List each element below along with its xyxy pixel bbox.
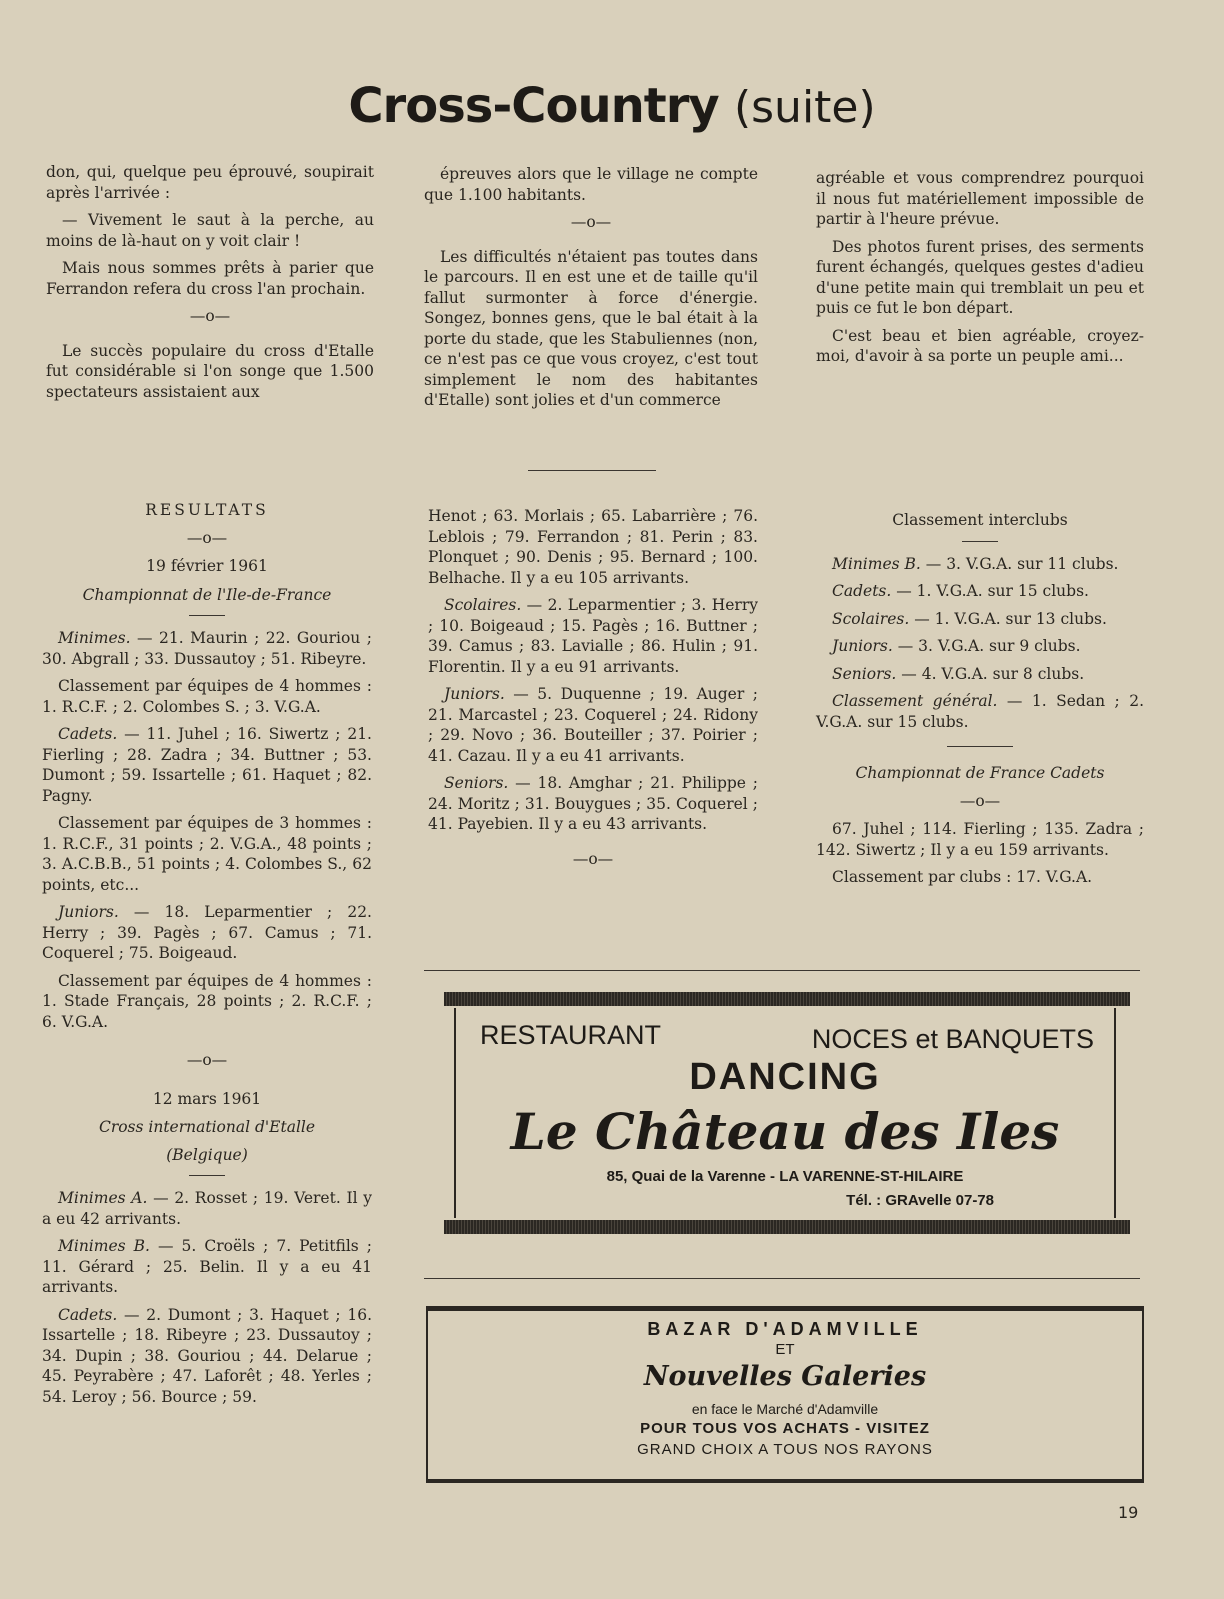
paragraph: Le succès populaire du cross d'Etalle fut considérable si l'on songe que 1.500 spectateurs assistaient aux xyxy=(46,341,374,401)
separator: —o— xyxy=(189,307,231,325)
ad-border-bottom xyxy=(444,1220,1130,1234)
ad-location: en face le Marché d'Adamville xyxy=(691,1401,879,1417)
separator: —o— xyxy=(572,849,614,868)
separator: —o— xyxy=(959,791,1001,810)
top-column-1 xyxy=(46,162,374,409)
result-entry: Juniors. — 18. Leparmentier ; 22. Herry ; 39. Pagès ; 67. Camus ; 71. Coquerel ; 75. Boigeaud. xyxy=(42,903,372,962)
ad-frame xyxy=(454,1008,1116,1218)
club-ranking: Classement général. — 1. Sedan ; 2. V.G.A. sur 15 clubs. xyxy=(816,692,1144,731)
short-rule xyxy=(962,541,998,542)
championship-title: Cross international d'Etalle xyxy=(98,1118,316,1136)
short-rule xyxy=(947,746,1013,747)
top-column-3 xyxy=(816,168,1144,374)
bazar-advertisement xyxy=(426,1306,1144,1483)
results-heading: RESULTATS xyxy=(145,501,269,519)
club-ranking: Juniors. — 3. V.G.A. sur 9 clubs. xyxy=(832,637,1081,655)
team-classification: Classement par équipes de 3 hommes : 1. R.C.F., 31 points ; 2. V.G.A., 48 points ; 3. A.C.B.B., 51 points ; 4. Colombes S., 62 points, etc... xyxy=(42,814,372,894)
paragraph: Mais nous sommes prêts à parier que Ferrandon refera du cross l'an prochain. xyxy=(46,259,374,298)
result-entry: 67. Juhel ; 114. Fierling ; 135. Zadra ; 142. Siwertz ; Il y a eu 159 arrivants. xyxy=(816,820,1144,859)
paragraph: — Vivement le saut à la perche, au moins de là-haut on y voit clair ! xyxy=(46,211,374,250)
divider xyxy=(528,470,656,471)
result-entry: Cadets. — 11. Juhel ; 16. Siwertz ; 21. Fierling ; 28. Zadra ; 34. Buttner ; 53. Dumont ; 59. Issartelle ; 61. Haquet ; 82. Pagny. xyxy=(42,725,372,805)
result-entry: Juniors. — 5. Duquenne ; 19. Auger ; 21. Marcastel ; 23. Coquerel ; 24. Ridony ; 29. Novo ; 36. Bouteiller ; 37. Poirier ; 41. Cazau. Il y a eu 41 arrivants. xyxy=(428,685,758,765)
paragraph: don, qui, quelque peu éprouvé, soupirait après l'arrivée : xyxy=(46,163,374,202)
paragraph: Des photos furent prises, des serments furent échangés, quelques gestes d'adieu d'une petite main qui tremblait un peu et puis ce fut le bon départ. xyxy=(816,237,1144,317)
paragraph: C'est beau et bien agréable, croyez-moi, d'avoir à sa porte un peuple ami... xyxy=(816,326,1144,365)
ad-noces-label: NOCES et BANQUETS xyxy=(811,1024,1094,1054)
team-classification: Classement par équipes de 4 hommes : 1. R.C.F. ; 2. Colombes S. ; 3. V.G.A. xyxy=(42,677,372,716)
ad-store-name: Nouvelles Galeries xyxy=(643,1361,927,1392)
top-column-2 xyxy=(424,164,758,418)
championship-title: Championnat de l'Ile-de-France xyxy=(82,585,332,604)
date: 19 février 1961 xyxy=(146,557,268,575)
ad-dancing-label: DANCING xyxy=(689,1056,881,1098)
paragraph: épreuves alors que le village ne compte que 1.100 habitants. xyxy=(424,165,758,204)
club-ranking: Scolaires. — 1. V.G.A. sur 13 clubs. xyxy=(832,609,1107,628)
club-ranking: Seniors. — 4. V.G.A. sur 8 clubs. xyxy=(832,664,1085,683)
divider xyxy=(424,1278,1140,1279)
result-entry: Cadets. — 2. Dumont ; 3. Haquet ; 16. Issartelle ; 18. Ribeyre ; 23. Dussautoy ; 34. Dupin ; 38. Gouriou ; 44. Delarue ; 45. Peyrabère ; 47. Laforêt ; 48. Yerles ; 54. Leroy ; 56. Bource ; 59. xyxy=(42,1305,372,1406)
ad-et: ET xyxy=(775,1341,795,1358)
result-entry: Minimes B. — 5. Croëls ; 7. Petitfils ; 11. Gérard ; 25. Belin. Il y a eu 41 arrivants. xyxy=(42,1237,372,1296)
separator: —o— xyxy=(186,528,228,547)
separator: —o— xyxy=(186,1051,228,1069)
results-column-1 xyxy=(42,500,372,1414)
paragraph: Les difficultés n'étaient pas toutes dans le parcours. Il en est une et de taille qu'il fallut surmonter à force d'énergie. Songez, bonnes gens, que le bal était à la porte du stade, que les Stabuliennes (non, ce n'est pas ce que vous croyez, c'est tout simplement le nom des habitantes d'Etalle) sont jolies et d'un commerce xyxy=(424,247,758,409)
championship-title: Championnat de France Cadets xyxy=(855,764,1105,782)
ad-address: 85, Quai de la Varenne - LA VARENNE-ST-HILAIRE xyxy=(606,1168,964,1185)
ad-tagline-2: GRAND CHOIX A TOUS NOS RAYONS xyxy=(637,1441,933,1458)
title-suite: (suite) xyxy=(733,82,876,133)
short-rule xyxy=(189,615,225,616)
club-ranking: Cadets. — 1. V.G.A. sur 15 clubs. xyxy=(832,582,1089,600)
page-number: 19 xyxy=(1118,1503,1139,1522)
interclubs-heading: Classement interclubs xyxy=(892,511,1068,529)
club-ranking: Minimes B. — 3. V.G.A. sur 11 clubs. xyxy=(832,554,1119,573)
team-classification: Classement par équipes de 4 hommes : 1. Stade Français, 28 points ; 2. R.C.F. ; 6. V.G.A. xyxy=(42,971,372,1031)
result-entry: Minimes A. — 2. Rosset ; 19. Veret. Il y a eu 42 arrivants. xyxy=(42,1189,372,1228)
title-main: Cross-Country xyxy=(348,78,719,134)
paragraph: agréable et vous comprendrez pourquoi il nous fut matériellement impossible de partir à l'heure prévue. xyxy=(816,169,1144,228)
club-classification: Classement par clubs : 17. V.G.A. xyxy=(832,868,1093,886)
restaurant-advertisement xyxy=(444,992,1130,1234)
championship-country: (Belgique) xyxy=(166,1145,248,1164)
results-column-2 xyxy=(428,506,758,883)
result-entry: Minimes. — 21. Maurin ; 22. Gouriou ; 30. Abgrall ; 33. Dussautoy ; 51. Ribeyre. xyxy=(42,629,372,668)
divider xyxy=(424,970,1140,971)
ad-border-top xyxy=(444,992,1130,1006)
separator: —o— xyxy=(570,213,612,231)
ad-venue-name: Le Château des Iles xyxy=(510,1102,1060,1161)
ad-bazar-title: BAZAR D'ADAMVILLE xyxy=(647,1319,923,1339)
result-entry: Seniors. — 18. Amghar ; 21. Philippe ; 24. Moritz ; 31. Bouygues ; 35. Coquerel ; 41. Payebien. Il y a eu 43 arrivants. xyxy=(428,774,758,833)
ad-restaurant-label: RESTAURANT xyxy=(480,1020,662,1050)
date: 12 mars 1961 xyxy=(152,1089,262,1108)
result-entry: Scolaires. — 2. Leparmentier ; 3. Herry ; 10. Boigeaud ; 15. Pagès ; 16. Buttner ; 39. Camus ; 83. Lavialle ; 86. Hulin ; 91. Florentin. Il y a eu 91 arrivants. xyxy=(428,596,758,676)
ad-phone: Tél. : GRAvelle 07-78 xyxy=(846,1192,994,1209)
result-entry: Henot ; 63. Morlais ; 65. Labarrière ; 76. Leblois ; 79. Ferrandon ; 81. Perin ; 83. Plonquet ; 90. Denis ; 95. Bernard ; 100. Belhache. Il y a eu 105 arrivants. xyxy=(428,507,758,587)
page-title xyxy=(0,78,1224,134)
short-rule xyxy=(189,1175,225,1176)
results-column-3 xyxy=(816,510,1144,895)
ad-tagline: POUR TOUS VOS ACHATS - VISITEZ xyxy=(640,1420,930,1437)
